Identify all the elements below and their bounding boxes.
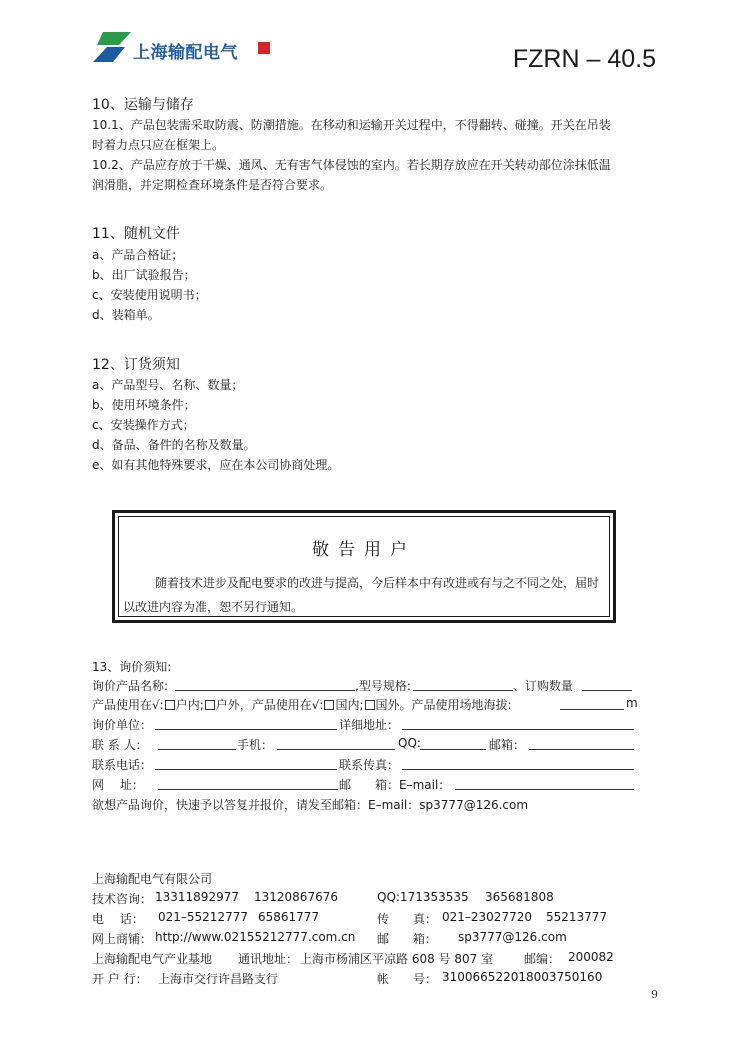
outdoor-label: 户外，产品使用在√: — [215, 698, 324, 712]
company-name: 上海输配电气有限公司 — [92, 872, 213, 886]
fax-2: 55213777 — [546, 910, 608, 924]
inquiry-unit-field[interactable] — [155, 729, 337, 730]
section11-title: 11、随机文件 — [92, 226, 180, 242]
domestic-checkbox[interactable] — [324, 700, 334, 710]
qq-field[interactable] — [420, 749, 486, 750]
section10-p2-line2: 润滑脂，并定期检查环境条件是否符合要求。 — [92, 178, 333, 192]
qq-number-2: 365681808 — [485, 890, 554, 904]
bank-label: 开 户 行： — [92, 972, 148, 986]
notice-body: 随着技术进步及配电要求的改进与提高，今后样本中有改进或有与之不同之处，届时以改进内容为准，恕不另行通知。 — [123, 576, 600, 614]
list-item: d、装箱单。 — [92, 308, 160, 322]
notice-inner-border — [118, 516, 610, 617]
usage-row — [92, 696, 512, 713]
tel-1: 021–55212777 — [158, 910, 248, 924]
fax-1: 021–23027720 — [442, 910, 532, 924]
section10-p1-line2: 时着力点只应在框架上。 — [92, 138, 225, 152]
addr-label: 通讯地址： — [238, 952, 299, 966]
shop-link[interactable]: http://www.02155212777.com.cn — [155, 930, 356, 944]
qty-field[interactable] — [582, 690, 632, 691]
inquiry-unit-label: 询价单位： — [92, 718, 153, 732]
list-item: c、安装操作方式； — [92, 418, 195, 432]
section13-title: 13、询价须知: — [92, 660, 172, 674]
altitude-label: 国外。产品使用场地海拔: — [375, 698, 512, 712]
shop-label: 网上商铺： — [92, 932, 153, 946]
tel-2: 65861777 — [258, 910, 320, 924]
contact-field[interactable] — [158, 749, 236, 750]
fax-field[interactable] — [402, 769, 634, 770]
list-item: b、出厂试验报告； — [92, 268, 196, 282]
section10-p2-line1: 10.2、产品应存放于干燥、通风、无有害气体侵蚀的室内。若长期存放应在开关转动部位涂抹低温 — [92, 158, 611, 172]
zip-label: 邮编： — [524, 952, 561, 966]
domestic-label: 国内; — [335, 698, 364, 712]
mail-link[interactable]: sp3777@126.com — [458, 930, 567, 944]
tech-label: 技术咨询： — [92, 892, 153, 906]
company-logo — [93, 30, 293, 64]
notice-title: 敬告用户 — [312, 540, 416, 560]
phone-label: 联系电话： — [92, 758, 153, 772]
qty-label: 、订购数量 — [513, 679, 574, 693]
fax-label-company: 传 真： — [377, 912, 438, 926]
brand-red-square — [258, 42, 270, 54]
product-name-field[interactable] — [175, 690, 355, 691]
address-value: 上海市杨浦区平凉路 608 号 807 室 — [300, 952, 494, 966]
list-item: b、使用环境条件； — [92, 398, 196, 412]
qq-label: QQ: — [398, 736, 421, 750]
tel-label: 电 话： — [92, 912, 144, 926]
mailbox-label: 邮箱： — [489, 738, 526, 752]
email-field[interactable] — [455, 789, 634, 790]
section10-title: 10、运输与储存 — [92, 97, 194, 113]
list-item: c、安装使用说明书； — [92, 288, 207, 302]
indoor-checkbox[interactable] — [165, 700, 175, 710]
usage-label: 产品使用在√: — [92, 698, 164, 712]
abroad-checkbox[interactable] — [365, 700, 375, 710]
email-label: 邮 箱：E–mail： — [339, 778, 451, 792]
fax-label: 联系传真： — [339, 758, 400, 772]
website-field[interactable] — [158, 789, 338, 790]
brand-name: 上海输配电气 — [133, 43, 238, 63]
mobile-field[interactable] — [277, 749, 395, 750]
altitude-field[interactable] — [560, 709, 624, 710]
notice-box — [112, 510, 616, 623]
account-label: 帐 号： — [377, 972, 438, 986]
phone-field[interactable] — [155, 769, 337, 770]
account-value: 310066522018003750160 — [442, 970, 603, 984]
outdoor-checkbox[interactable] — [205, 700, 215, 710]
industrial-base: 上海输配电气产业基地 — [92, 952, 213, 966]
address-field[interactable] — [402, 729, 634, 730]
zip-value: 200082 — [568, 950, 614, 964]
inquiry-note: 欲想产品询价，快速予以答复并报价，请发至邮箱：E–mail：sp3777@126.com — [92, 798, 529, 812]
contact-label: 联 系 人： — [92, 738, 148, 752]
model-number: FZRN – 40.5 — [512, 45, 656, 73]
page-number: 9 — [651, 988, 658, 1001]
indoor-label: 户内; — [175, 698, 204, 712]
mailbox-field[interactable] — [529, 749, 634, 750]
spec-field[interactable] — [413, 690, 513, 691]
section12-title: 12、订货须知 — [92, 357, 180, 373]
website-label: 网 址： — [92, 778, 144, 792]
mobile-label: 手机： — [237, 738, 274, 752]
mail-label: 邮 箱： — [377, 932, 438, 946]
tech-phone-1: 13311892977 — [155, 890, 239, 904]
qq-number-1: QQ:171353535 — [377, 890, 469, 904]
list-item: d、备品、备件的名称及数量。 — [92, 438, 256, 452]
altitude-unit: m — [626, 696, 638, 710]
product-name-label: 询价产品名称: — [92, 679, 169, 693]
list-item: a、产品合格证； — [92, 248, 184, 262]
address-label: 详细地址： — [339, 718, 400, 732]
bank-value: 上海市交行许昌路支行 — [158, 972, 279, 986]
section10-p1-line1: 10.1、产品包装需采取防震、防潮措施。在移动和运输开关过程中，不得翻转、碰撞。开关在吊装 — [92, 118, 611, 132]
tech-phone-2: 13120867676 — [254, 890, 338, 904]
lightning-logo-icon — [93, 30, 133, 64]
spec-label: ,型号规格: — [355, 679, 411, 693]
list-item: e、如有其他特殊要求，应在本公司协商处理。 — [92, 458, 340, 472]
list-item: a、产品型号、名称、数量； — [92, 378, 244, 392]
